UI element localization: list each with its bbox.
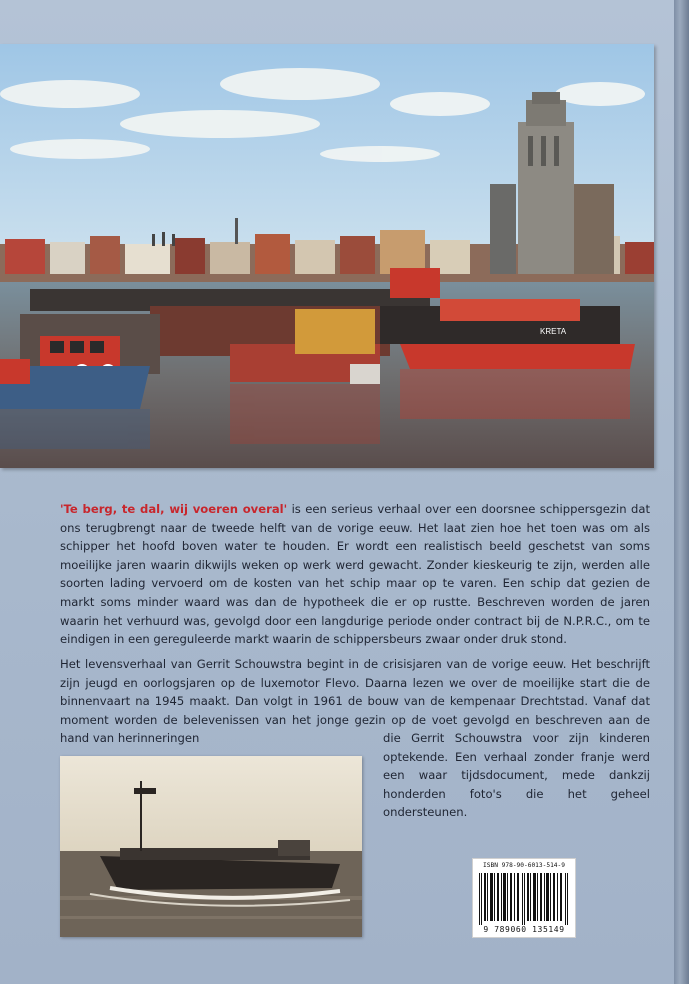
barcode-bars bbox=[479, 873, 569, 925]
ean-digits: 9 789060 135149 bbox=[483, 925, 565, 934]
boat-name-kreta: KRETA bbox=[540, 327, 567, 336]
isbn-barcode bbox=[472, 858, 576, 938]
isbn-label: ISBN 978-90-6013-514-9 bbox=[483, 862, 565, 869]
harbour-photo bbox=[0, 44, 654, 468]
barge-photo bbox=[60, 756, 362, 937]
synopsis-paragraph-2: Het levensverhaal van Gerrit Schouwstra begint in de crisisjaren van de vorige eeuw. Het beschrijft zijn jeugd en oorlogsjaren op de luxemotor Flevo. Daarna lezen we over de moeilijke start die de binnenvaart na 1945 maakt. Dan volgt in 1961 de bouw van de kempenaar Drechtstad. Vanaf dat moment worden de belevenissen van het jonge gezin op de voet gevolgd en beschreven aan de hand van herinneringen bbox=[60, 657, 650, 746]
synopsis-paragraph-1 bbox=[60, 500, 650, 649]
book-title-quote: 'Te berg, te dal, wij voeren overal' bbox=[60, 502, 288, 516]
synopsis-paragraph-1-text: is een serieus verhaal over een doorsnee schippersgezin dat ons terugbrengt naar de tweede helft van de vorige eeuw. Het laat zien hoe het toen was om als schipper het hoofd boven water te houden. Er wordt een realistisch beeld geschetst van soms moeilijke jaren waarin dikwijls weken op werk werd gewacht. Zonder kieskeurig te zijn, werden alle soorten lading vervoerd om de kosten van het schip maar op te varen. Een schip dat gezien de markt soms minder waard was dan de hypotheek die er op rustte. Beschreven worden de jaren waarin het verhuurd was, gevolgd door een langdurige periode onder contract bij de N.P.R.C., om te eindigen in een gereguleerde markt waarin de schippersbeurs zwaar onder druk stond. bbox=[60, 502, 650, 647]
book-spine-edge bbox=[674, 0, 689, 984]
synopsis-paragraph-2-continued: die Gerrit Schouwstra voor zijn kinderen optekende. Een verhaal zonder franje werd een waar tijdsdocument, mede dankzij honderden foto's die het geheel ondersteunen. bbox=[383, 731, 650, 820]
